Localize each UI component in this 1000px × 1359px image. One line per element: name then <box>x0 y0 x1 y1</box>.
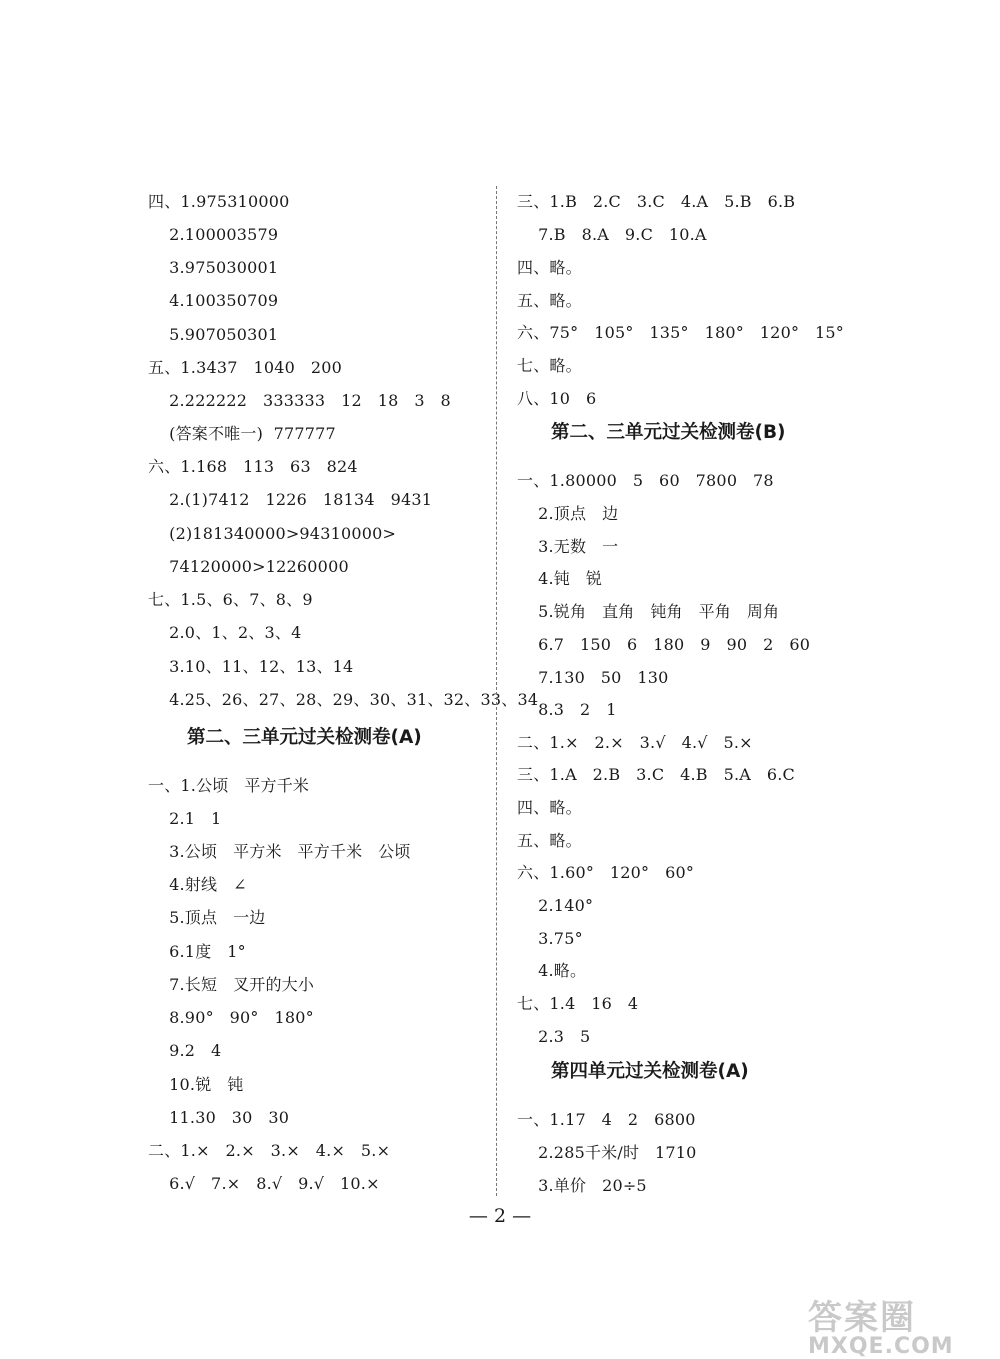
answer-line: 6.7 150 6 180 9 90 2 60 <box>517 635 811 654</box>
answer-line: 7.B 8.A 9.C 10.A <box>517 225 707 244</box>
watermark-logo-text: 答案圈 <box>808 1298 916 1338</box>
answer-line: 8.3 2 1 <box>517 700 617 719</box>
answer-line: 四、略。 <box>517 798 582 817</box>
answer-line: 2.222222 333333 12 18 3 8 <box>148 391 451 410</box>
answer-line: 八、10 6 <box>517 389 597 408</box>
page-number: — 2 — <box>468 1205 532 1227</box>
answer-line: 七、略。 <box>517 356 582 375</box>
answer-line: 3.75° <box>517 929 583 948</box>
answer-line: 7.130 50 130 <box>517 668 669 687</box>
answer-line: 3.公顷 平方米 平方千米 公顷 <box>148 842 411 861</box>
answer-line: 五、略。 <box>517 291 582 310</box>
answer-line: 4.25、26、27、28、29、30、31、32、33、34 <box>148 690 539 709</box>
answer-line: 五、略。 <box>517 831 582 850</box>
answer-line: 一、1.80000 5 60 7800 78 <box>517 471 774 490</box>
answer-line: 四、1.975310000 <box>148 192 290 211</box>
answer-line: 7.长短 叉开的大小 <box>148 975 315 994</box>
answer-line: 5.907050301 <box>148 325 279 344</box>
answer-line: 七、1.5、6、7、8、9 <box>148 590 313 609</box>
answer-line: 3.10、11、12、13、14 <box>148 657 354 676</box>
answer-line: 6.1度 1° <box>148 942 246 961</box>
answer-line: 三、1.B 2.C 3.C 4.A 5.B 6.B <box>517 192 796 211</box>
answer-line: 六、75° 105° 135° 180° 120° 15° <box>517 323 844 342</box>
answer-line: 一、1.公顷 平方千米 <box>148 776 310 795</box>
answer-line: 2.(1)7412 1226 18134 9431 <box>148 490 433 509</box>
section-heading: 第二、三单元过关检测卷(B) <box>551 422 786 443</box>
column-divider <box>496 186 497 1196</box>
answer-line: 六、1.60° 120° 60° <box>517 863 695 882</box>
answer-line: 2.1 1 <box>148 809 222 828</box>
answer-line: 2.顶点 边 <box>517 504 619 523</box>
answer-line: 2.140° <box>517 896 594 915</box>
answer-line: 5.锐角 直角 钝角 平角 周角 <box>517 602 780 621</box>
answer-line: 2.0、1、2、3、4 <box>148 623 302 642</box>
answer-line: 3.975030001 <box>148 258 279 277</box>
answer-line: 4.100350709 <box>148 291 279 310</box>
answer-line: 2.100003579 <box>148 225 279 244</box>
section-heading: 第四单元过关检测卷(A) <box>551 1061 749 1082</box>
answer-line: 8.90° 90° 180° <box>148 1008 314 1027</box>
answer-line: 74120000>12260000 <box>148 557 349 576</box>
answer-line: (答案不唯一) 777777 <box>148 424 336 443</box>
watermark-url: MXQE.COM <box>808 1334 954 1359</box>
answer-line: 二、1.× 2.× 3.× 4.× 5.× <box>148 1141 391 1160</box>
answer-line: 四、略。 <box>517 258 582 277</box>
answer-line: 4.钝 锐 <box>517 569 603 588</box>
answer-line: 5.顶点 一边 <box>148 908 266 927</box>
answer-line: 6.√ 7.× 8.√ 9.√ 10.× <box>148 1174 380 1193</box>
watermark-logo <box>808 1298 993 1359</box>
answer-line: 3.无数 一 <box>517 537 619 556</box>
answer-line: 二、1.× 2.× 3.√ 4.√ 5.× <box>517 733 753 752</box>
answer-line: 3.单价 20÷5 <box>517 1176 647 1195</box>
answer-line: 10.锐 钝 <box>148 1075 244 1094</box>
answer-line: 七、1.4 16 4 <box>517 994 639 1013</box>
answer-line: 9.2 4 <box>148 1041 222 1060</box>
answer-line: 六、1.168 113 63 824 <box>148 457 358 476</box>
answer-line: 4.略。 <box>517 961 587 980</box>
answer-line: (2)181340000>94310000> <box>148 524 397 543</box>
answer-line: 11.30 30 30 <box>148 1108 290 1127</box>
answer-line: 五、1.3437 1040 200 <box>148 358 342 377</box>
section-heading: 第二、三单元过关检测卷(A) <box>187 727 422 748</box>
answer-line: 2.3 5 <box>517 1027 591 1046</box>
answer-line: 一、1.17 4 2 6800 <box>517 1110 696 1129</box>
answer-line: 4.射线 ∠ <box>148 875 247 894</box>
answer-line: 2.285千米/时 1710 <box>517 1143 697 1162</box>
answer-line: 三、1.A 2.B 3.C 4.B 5.A 6.C <box>517 765 795 784</box>
